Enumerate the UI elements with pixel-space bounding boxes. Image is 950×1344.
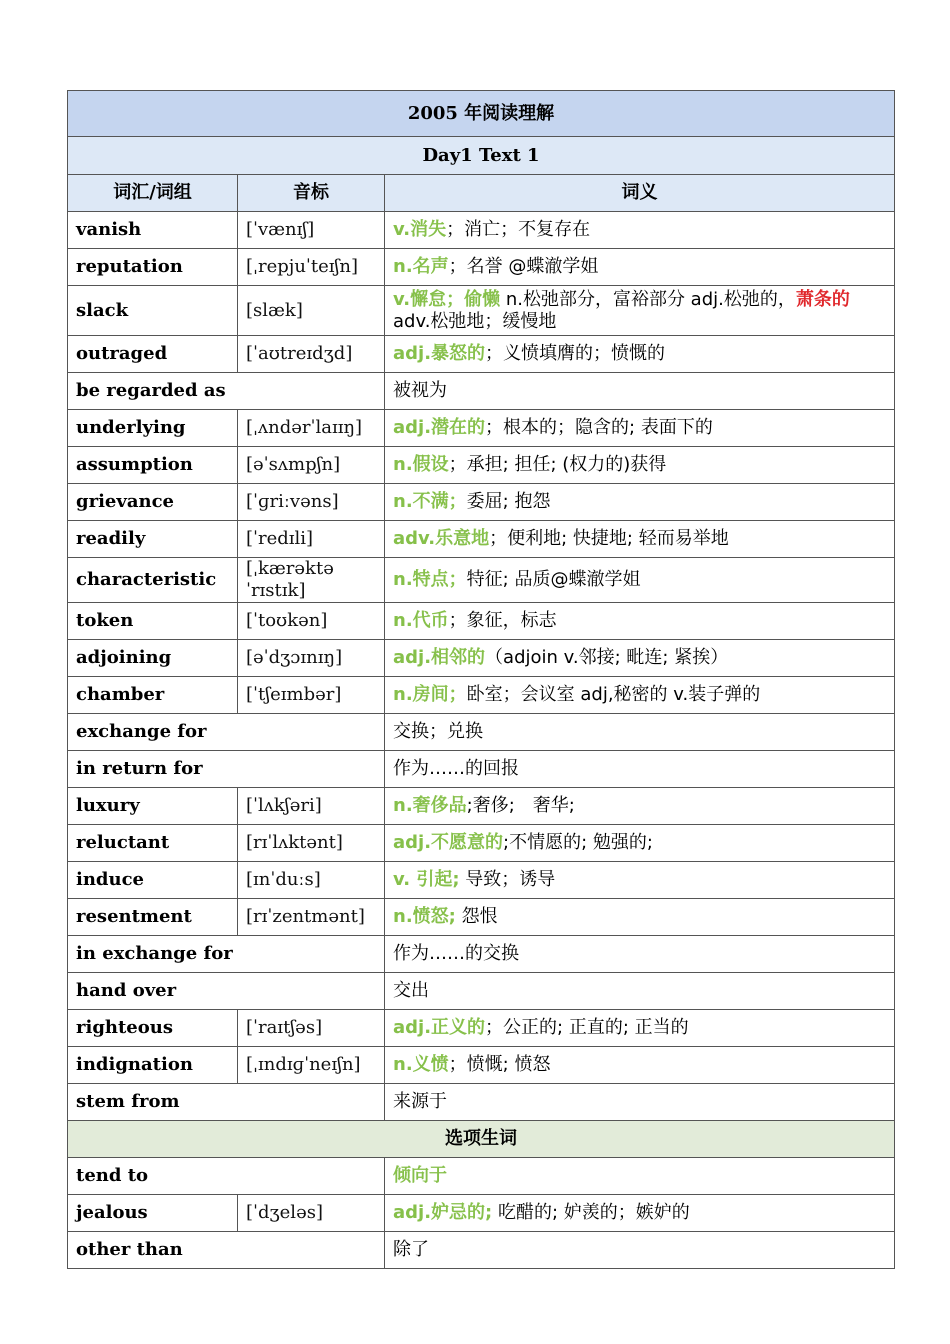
meaning-highlight: v.消失: [393, 219, 447, 240]
section-heading: 选项生词: [68, 1121, 895, 1158]
word-cell: slack: [68, 286, 238, 336]
meaning-cell: 来源于: [385, 1084, 895, 1121]
word-cell: luxury: [68, 788, 238, 825]
meaning-cell: [385, 447, 895, 484]
ipa-cell: [ˈredɪli]: [238, 521, 385, 558]
ipa-cell: [əˈdʒɔɪnɪŋ]: [238, 640, 385, 677]
word-cell: induce: [68, 862, 238, 899]
meaning-red-highlight: 萧条的: [795, 288, 850, 310]
ipa-cell: [ˈtoʊkən]: [238, 603, 385, 640]
word-cell: token: [68, 603, 238, 640]
table-row: [68, 410, 895, 447]
word-cell: chamber: [68, 677, 238, 714]
table-row: [68, 603, 895, 640]
ipa-cell: [ˈtʃeɪmbər]: [238, 677, 385, 714]
meaning-cell: [385, 286, 895, 336]
meaning-cell: [385, 521, 895, 558]
meaning-cell: 除了: [385, 1232, 895, 1269]
meaning-highlight: adv.乐意地: [393, 528, 490, 549]
table-row: [68, 373, 895, 410]
vocab-table: [67, 90, 895, 1269]
meaning-text: 卧室；会议室 adj,秘密的 v.装子弹的: [466, 684, 761, 705]
meaning-text: ；公正的; 正直的; 正当的: [485, 1017, 689, 1038]
ipa-cell: [ˈlʌkʃəri]: [238, 788, 385, 825]
word-cell: grievance: [68, 484, 238, 521]
word-cell: characteristic: [68, 558, 238, 603]
table-row: [68, 1010, 895, 1047]
column-header-word: 词汇/词组: [68, 175, 238, 212]
section-subtitle: Day1 Text 1: [68, 137, 895, 175]
ipa-cell: [ɪnˈduːs]: [238, 862, 385, 899]
meaning-text: 特征; 品质@蝶澈学姐: [466, 569, 641, 590]
word-cell: outraged: [68, 336, 238, 373]
meaning-cell: [385, 484, 895, 521]
meaning-cell: [385, 336, 895, 373]
meaning-highlight: adj.不愿意的: [393, 832, 504, 853]
word-cell: vanish: [68, 212, 238, 249]
word-cell: tend to: [68, 1158, 385, 1195]
table-row: [68, 484, 895, 521]
ipa-cell: [ˌʌndərˈlaɪɪŋ]: [238, 410, 385, 447]
meaning-text: ；名誉 @蝶澈学姐: [448, 256, 599, 277]
word-cell: readily: [68, 521, 238, 558]
meaning-highlight: adj.妒忌的;: [393, 1202, 493, 1223]
meaning-highlight: n.假设: [393, 454, 449, 475]
meaning-text: ；象征，标志: [448, 610, 557, 631]
ipa-cell: [əˈsʌmpʃn]: [238, 447, 385, 484]
meaning-cell: [385, 1047, 895, 1084]
word-cell: other than: [68, 1232, 385, 1269]
table-row: [68, 936, 895, 973]
meaning-text: ；消亡；不复存在: [446, 219, 591, 240]
meaning-cell: [385, 212, 895, 249]
meaning-highlight: n.义愤: [393, 1054, 449, 1075]
table-row: [68, 521, 895, 558]
meaning-highlight: n.不满；: [393, 491, 467, 512]
ipa-cell: [rɪˈlʌktənt]: [238, 825, 385, 862]
meaning-cell: [385, 603, 895, 640]
meaning-cell: 作为……的回报: [385, 751, 895, 788]
table-row: [68, 825, 895, 862]
ipa-cell: [ˈɡriːvəns]: [238, 484, 385, 521]
word-cell: indignation: [68, 1047, 238, 1084]
meaning-cell: [385, 1010, 895, 1047]
table-row: [68, 1047, 895, 1084]
meaning-text: ；根本的；隐含的; 表面下的: [485, 417, 713, 438]
meaning-cell: 作为……的交换: [385, 936, 895, 973]
word-cell: hand over: [68, 973, 385, 1010]
meaning-highlight: 倾向于: [393, 1165, 447, 1186]
word-cell: be regarded as: [68, 373, 385, 410]
meaning-highlight: n.房间；: [393, 684, 467, 705]
word-cell: in return for: [68, 751, 385, 788]
meaning-cell: [385, 1158, 895, 1195]
section-row: [68, 1121, 895, 1158]
ipa-cell: [ˈdʒeləs]: [238, 1195, 385, 1232]
table-row: [68, 640, 895, 677]
meaning-highlight: adj.潜在的: [393, 417, 486, 438]
meaning-highlight: adj.正义的: [393, 1017, 486, 1038]
meaning-cell: [385, 677, 895, 714]
word-cell: resentment: [68, 899, 238, 936]
word-cell: underlying: [68, 410, 238, 447]
meaning-cell: [385, 558, 895, 603]
table-row: [68, 1232, 895, 1269]
ipa-cell: [ˌkærəktəˈrɪstɪk]: [238, 558, 385, 603]
meaning-cell: 交出: [385, 973, 895, 1010]
word-cell: jealous: [68, 1195, 238, 1232]
word-cell: stem from: [68, 1084, 385, 1121]
ipa-cell: [ˈraɪtʃəs]: [238, 1010, 385, 1047]
word-cell: reputation: [68, 249, 238, 286]
meaning-text: ;不情愿的; 勉强的;: [503, 832, 653, 853]
ipa-cell: [ˌrepjuˈteɪʃn]: [238, 249, 385, 286]
table-row: [68, 677, 895, 714]
meaning-highlight: n.特点；: [393, 569, 467, 590]
meaning-highlight: n.名声: [393, 256, 449, 277]
meaning-highlight: v. 引起;: [393, 869, 460, 890]
meaning-cell: [385, 1195, 895, 1232]
ipa-cell: [slæk]: [238, 286, 385, 336]
meaning-highlight: adj.相邻的: [393, 647, 486, 668]
table-row: [68, 447, 895, 484]
meaning-text: adv.松弛地；缓慢地: [393, 310, 557, 332]
table-row: [68, 249, 895, 286]
meaning-text: ；承担; 担任; (权力的)获得: [448, 454, 667, 475]
meaning-highlight: n.代币: [393, 610, 449, 631]
meaning-text: n.松弛部分，富裕部分 adj.松弛的，: [500, 288, 796, 310]
table-row: [68, 336, 895, 373]
table-row: [68, 714, 895, 751]
word-cell: adjoining: [68, 640, 238, 677]
table-row: [68, 751, 895, 788]
meaning-cell: 交换；兑换: [385, 714, 895, 751]
meaning-text: ；愤慨; 愤怒: [448, 1054, 551, 1075]
table-row: [68, 558, 895, 603]
word-cell: assumption: [68, 447, 238, 484]
table-row: [68, 862, 895, 899]
table-row: [68, 1084, 895, 1121]
ipa-cell: [rɪˈzentmənt]: [238, 899, 385, 936]
ipa-cell: [ˈvænɪʃ]: [238, 212, 385, 249]
meaning-text: 吃醋的; 妒羡的；嫉妒的: [492, 1202, 690, 1223]
meaning-text: ；义愤填膺的；愤慨的: [485, 343, 666, 364]
table-row: [68, 899, 895, 936]
meaning-cell: [385, 788, 895, 825]
table-row: [68, 788, 895, 825]
meaning-text: 怨恨: [455, 906, 498, 927]
meaning-cell: 被视为: [385, 373, 895, 410]
meaning-text: ;奢侈; 奢华;: [466, 795, 575, 816]
table-row: [68, 1158, 895, 1195]
table-row: [68, 1195, 895, 1232]
table-row: [68, 286, 895, 336]
meaning-cell: [385, 825, 895, 862]
table-row: [68, 212, 895, 249]
meaning-highlight: adj.暴怒的: [393, 343, 486, 364]
table-row: [68, 973, 895, 1010]
meaning-cell: [385, 410, 895, 447]
meaning-text: ；便利地; 快捷地; 轻而易举地: [489, 528, 729, 549]
word-cell: exchange for: [68, 714, 385, 751]
meaning-cell: [385, 899, 895, 936]
meaning-highlight: v.懈怠；偷懒: [393, 288, 501, 310]
column-header-meaning: 词义: [385, 175, 895, 212]
word-cell: reluctant: [68, 825, 238, 862]
meaning-text: 委屈; 抱怨: [466, 491, 551, 512]
word-cell: in exchange for: [68, 936, 385, 973]
meaning-text: （adjoin v.邻接; 毗连; 紧挨）: [485, 647, 729, 668]
ipa-cell: [ˈaʊtreɪdʒd]: [238, 336, 385, 373]
page-title: 2005 年阅读理解: [68, 91, 895, 137]
ipa-cell: [ˌɪndɪɡˈneɪʃn]: [238, 1047, 385, 1084]
column-header-ipa: 音标: [238, 175, 385, 212]
meaning-cell: [385, 249, 895, 286]
meaning-highlight: n.愤怒;: [393, 906, 456, 927]
word-cell: righteous: [68, 1010, 238, 1047]
meaning-cell: [385, 862, 895, 899]
meaning-text: 导致；诱导: [459, 869, 556, 890]
meaning-highlight: n.奢侈品: [393, 795, 467, 816]
meaning-cell: [385, 640, 895, 677]
